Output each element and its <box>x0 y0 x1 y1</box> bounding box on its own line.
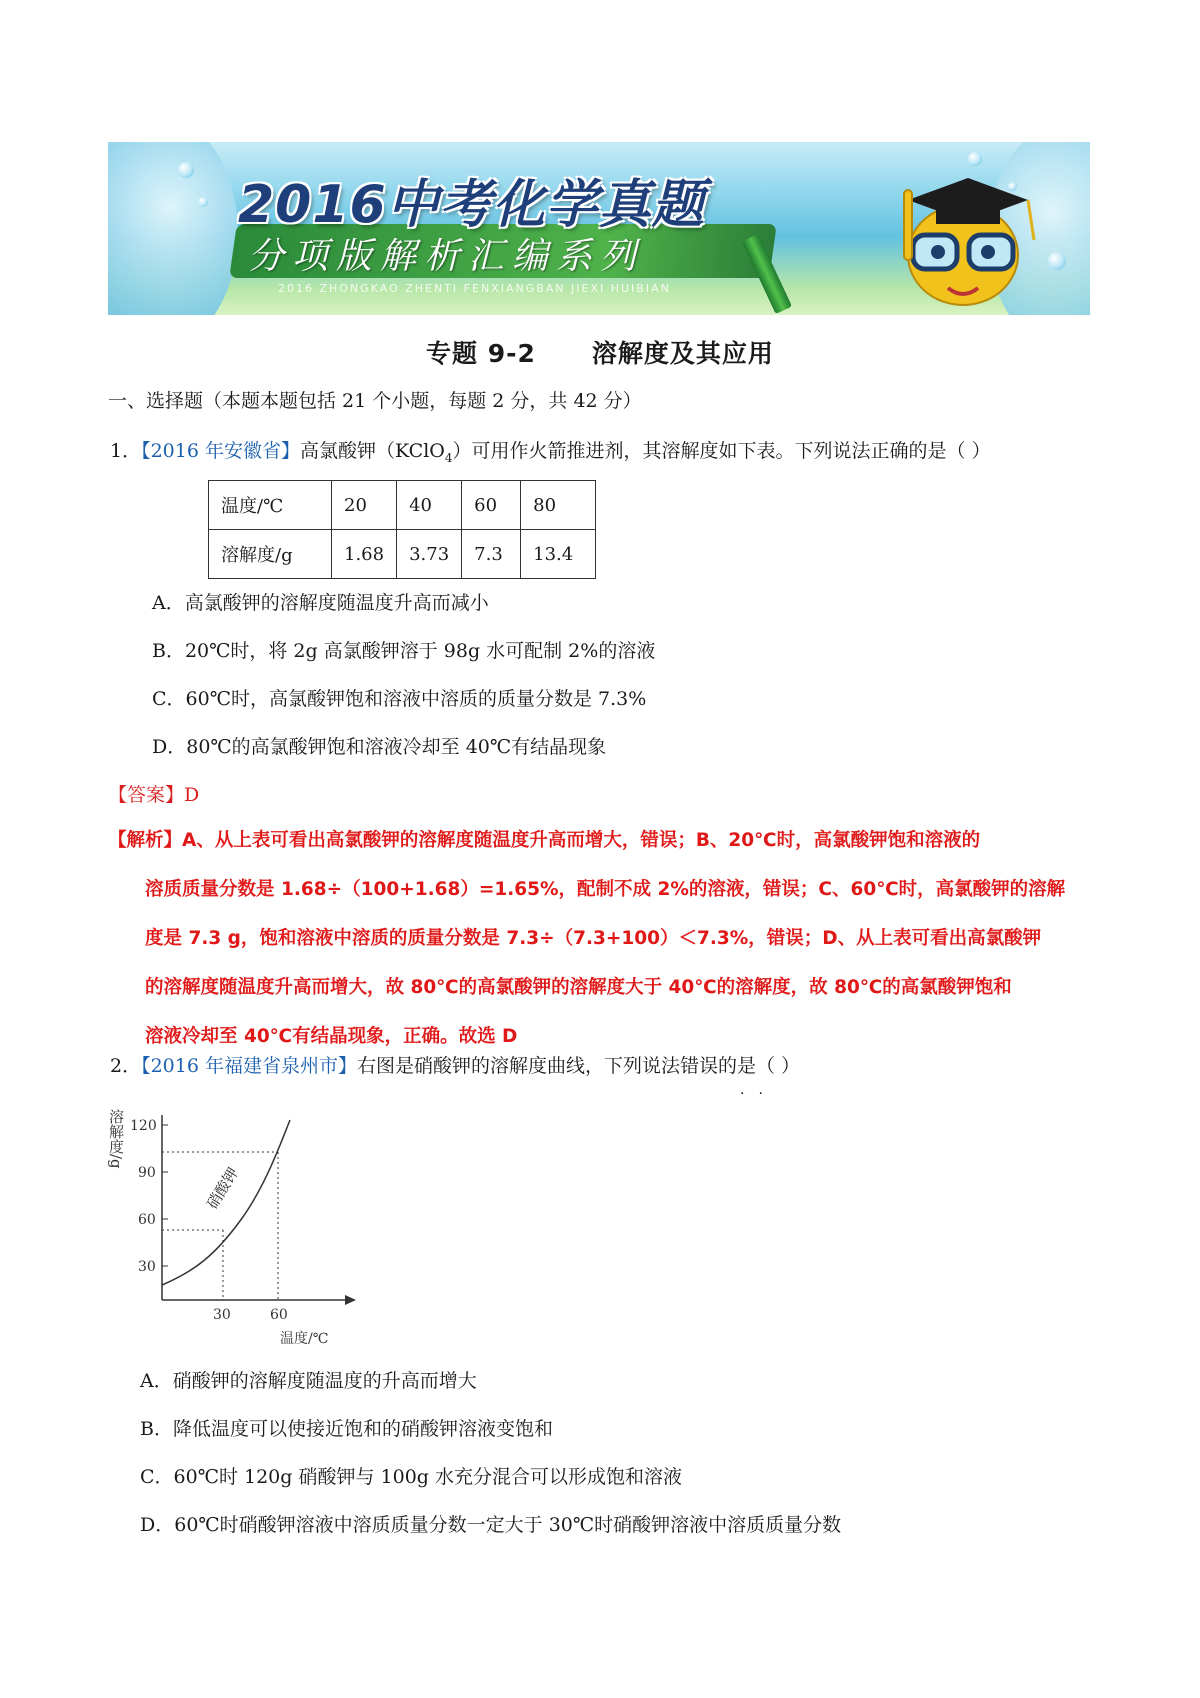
bubble-icon <box>1048 252 1066 270</box>
analysis-line-5: 溶液冷却至 40℃有结晶现象，正确。故选 D <box>145 1026 518 1047</box>
answer-label: 【答案】 <box>108 784 185 806</box>
table-cell: 40 <box>397 481 462 530</box>
option-a: A．高氯酸钾的溶解度随温度升高而减小 <box>152 592 489 614</box>
analysis-line-3: 度是 7.3 g，饱和溶液中溶质的质量分数是 7.3÷（7.3+100）＜7.3%，错误；D、从上表可看出高氯酸钾 <box>145 928 1042 949</box>
bubble-icon <box>178 162 194 178</box>
banner-pinyin: 2016 ZHONGKAO ZHENTI FENXIANGBAN JIEXI HUIBIAN <box>278 282 671 295</box>
answer-value: D <box>184 784 200 806</box>
question-number: 1． <box>110 440 142 462</box>
banner-wave-decoration <box>108 142 238 315</box>
banner-title: 2016中考化学真题 <box>238 175 705 235</box>
analysis-label: 【解析】 <box>108 830 183 851</box>
analysis-text: A、从上表可看出高氯酸钾的溶解度随温度升高而增大，错误；B、20℃时，高氯酸钾饱和溶液的 <box>182 830 981 851</box>
solubility-curve-graph <box>100 1095 380 1350</box>
question-number: 2． <box>110 1055 142 1077</box>
bubble-icon <box>968 152 982 166</box>
table-row <box>209 481 596 530</box>
x-tick-label: 30 <box>213 1307 231 1323</box>
table-row <box>209 530 596 579</box>
table-header-cell: 温度/℃ <box>209 481 332 530</box>
y-tick-label: 120 <box>130 1118 157 1134</box>
table-header-cell: 溶解度/g <box>209 530 332 579</box>
analysis-line-4: 的溶解度随温度升高而增大，故 80℃的高氯酸钾的溶解度大于 40℃的溶解度，故 80℃的高氯酸钾饱和 <box>145 977 1012 998</box>
option-c: C．60℃时 120g 硝酸钾与 100g 水充分混合可以形成饱和溶液 <box>140 1466 682 1488</box>
y-axis-label: 溶解度/g <box>107 1109 125 1169</box>
question-source: 【2016 年福建省泉州市】 <box>141 1055 357 1077</box>
option-b: B．20℃时，将 2g 高氯酸钾溶于 98g 水可配制 2%的溶液 <box>152 640 656 662</box>
analysis-line-2: 溶质质量分数是 1.68÷（100+1.68）=1.65%，配制不成 2%的溶液，错误；C、60℃时，高氯酸钾的溶解 <box>145 879 1066 900</box>
option-a: A．硝酸钾的溶解度随温度的升高而增大 <box>140 1370 477 1392</box>
question-1-stem <box>110 438 991 471</box>
section-heading: 一、选择题（本题本题包括 21 个小题，每题 2 分，共 42 分） <box>108 390 642 412</box>
question-stem-end: ）可用作火箭推进剂，其溶解度如下表。下列说法正确的是（ ） <box>452 440 991 462</box>
header-banner <box>108 142 1090 315</box>
y-tick-label: 60 <box>138 1212 156 1228</box>
solubility-curve <box>162 1120 290 1285</box>
banner-subtitle: 分项版解析汇编系列 <box>248 236 645 277</box>
y-tick-label: 90 <box>138 1165 156 1181</box>
question-source: 【2016 年安徽省】 <box>141 440 300 462</box>
table-cell: 60 <box>462 481 521 530</box>
option-c: C．60℃时，高氯酸钾饱和溶液中溶质的质量分数是 7.3% <box>152 688 647 710</box>
option-b: B．降低温度可以使接近饱和的硝酸钾溶液变饱和 <box>140 1418 553 1440</box>
table-cell: 20 <box>332 481 397 530</box>
table-cell: 1.68 <box>332 530 397 579</box>
bubble-icon <box>198 197 208 207</box>
x-tick-label: 60 <box>270 1307 288 1323</box>
option-d: D．80℃的高氯酸钾饱和溶液冷却至 40℃有结晶现象 <box>152 736 607 758</box>
curve-label: 硝酸钾 <box>203 1164 243 1213</box>
table-cell: 3.73 <box>397 530 462 579</box>
table-cell: 13.4 <box>521 530 596 579</box>
subscript: 4 <box>444 450 453 465</box>
solubility-table <box>208 480 596 579</box>
table-cell: 80 <box>521 481 596 530</box>
y-tick-label: 30 <box>138 1259 156 1275</box>
x-axis-label: 温度/℃ <box>280 1331 329 1347</box>
question-stem: 右图是硝酸钾的溶解度曲线，下列说法错误的是（ ） <box>357 1055 801 1077</box>
option-d: D．60℃时硝酸钾溶液中溶质质量分数一定大于 30℃时硝酸钾溶液中溶质质量分数 <box>140 1514 842 1536</box>
page-title <box>0 334 1200 370</box>
topic-name: 溶解度及其应用 <box>591 339 774 368</box>
emphasis-dots: .. <box>740 1082 777 1098</box>
graduate-mascot-icon <box>888 170 1038 315</box>
analysis-line-1 <box>108 828 980 854</box>
table-cell: 7.3 <box>462 530 521 579</box>
topic-number: 专题 9-2 <box>426 339 536 368</box>
question-2-stem <box>110 1053 800 1079</box>
answer <box>108 782 199 808</box>
x-axis-arrow-icon <box>345 1295 356 1305</box>
question-stem: 高氯酸钾（KClO <box>300 440 445 462</box>
